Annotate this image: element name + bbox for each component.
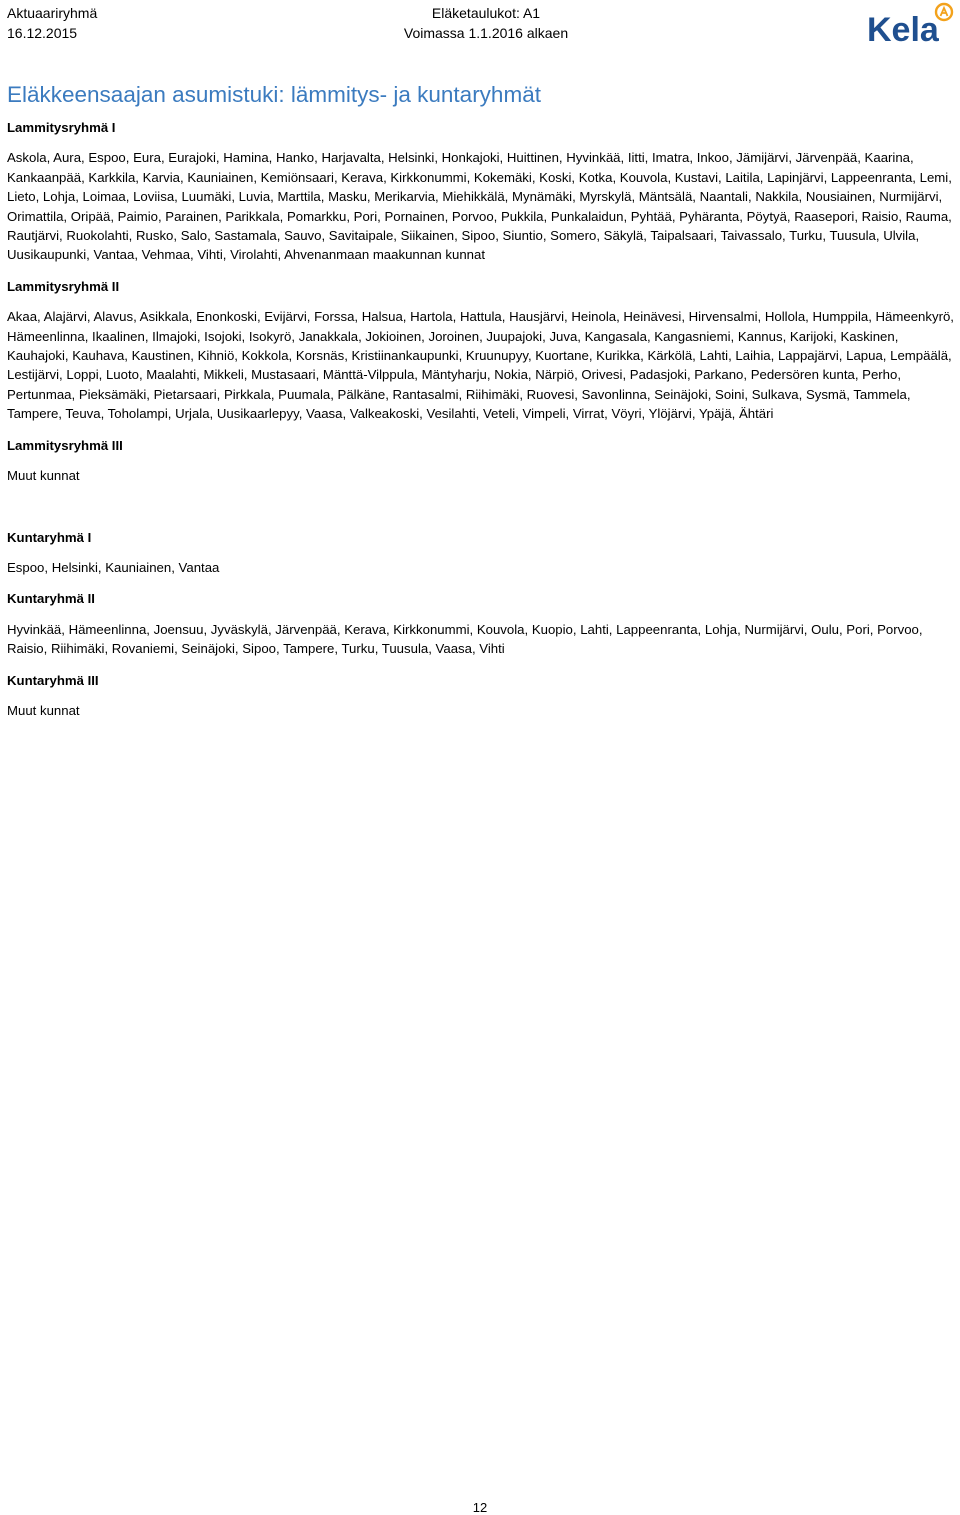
- municipality-group-2-list: Hyvinkää, Hämeenlinna, Joensuu, Jyväskylä, Järvenpää, Kerava, Kirkkonummi, Kouvola, Kuopio, Lahti, Lappeenranta, Lohja, Nurmijärvi, Oulu, Pori, Porvoo, Raisio, Riihimäki, Rovaniemi, Seinäjoki, Sipoo, Tampere, Turku, Tuusula, Vaasa, Vihti: [7, 621, 923, 657]
- header-center: [396, 3, 576, 43]
- municipality-group-2-heading: Kuntaryhmä II: [7, 591, 95, 607]
- heating-group-2-list: Akaa, Alajärvi, Alavus, Asikkala, Enonkoski, Evijärvi, Forssa, Halsua, Hartola, Hattula, Hausjärvi, Heinola, Heinävesi, Hirvensalmi, Hollola, Humppila, Hämeenkyrö, Hämeenlinna, Ikaalinen, Ilmajoki, Isojoki, Isokyrö, Janakkala, Jokioinen, Joroinen, Juupajoki, Juva, Kangasala, Kangasniemi, Kannus, Karijoki, Kaskinen, Kauhajoki, Kauhava, Kaustinen, Kihniö, Kokkola, Korsnäs, Kristiinankaupunki, Kruunupyy, Kuortane, Kurikka, Kärkölä, Lahti, Laihia, Lappajärvi, Lapua, Lempäälä, Lestijärvi, Loppi, Luoto, Maalahti, Mikkeli, Mustasaari, Mänttä-Vilppula, Mäntyharju, Nokia, Närpiö, Orivesi, Padasjoki, Parkano, Pedersören kunta, Perho, Pertunmaa, Pieksämäki, Pietarsaari, Pirkkala, Puumala, Pälkäne, Rantasalmi, Riihimäki, Ruovesi, Savonlinna, Seinäjoki, Soini, Sulkava, Sysmä, Tammela, Tampere, Teuva, Toholampi, Urjala, Uusikaarlepyy, Vaasa, Valkeakoski, Vesilahti, Veteli, Vimpeli, Virrat, Vöyri, Ylöjärvi, Ypäjä, Ähtäri: [7, 309, 954, 422]
- heating-group-1-list: Askola, Aura, Espoo, Eura, Eurajoki, Hamina, Hanko, Harjavalta, Helsinki, Honkajoki, Huittinen, Hyvinkää, Iitti, Imatra, Inkoo, Jämijärvi, Järvenpää, Kaarina, Kankaanpää, Karkkila, Karvia, Kauniainen, Kemiönsaari, Kerava, Kirkkonummi, Kokemäki, Koski, Kotka, Kouvola, Kustavi, Laitila, Lapinjärvi, Lappeenranta, Lemi, Lieto, Lohja, Loimaa, Loviisa, Luumäki, Luvia, Marttila, Masku, Merikarvia, Miehikkälä, Mynämäki, Myrskylä, Mäntsälä, Naantali, Nakkila, Nousiainen, Nurmijärvi, Orimattila, Oripää, Paimio, Parainen, Parikkala, Pomarkku, Pori, Pornainen, Porvoo, Pukkila, Punkalaidun, Pyhtää, Pyhäranta, Pöytyä, Raasepori, Raisio, Rauma, Rautjärvi, Ruokolahti, Rusko, Salo, Sastamala, Sauvo, Savitaipale, Siikainen, Sipoo, Siuntio, Somero, Säkylä, Taipalsaari, Taivassalo, Turku, Tuusula, Ulvila, Uusikaupunki, Vantaa, Vehmaa, Vihti, Virolahti, Ahvenanmaan maakunnan kunnat: [7, 150, 952, 263]
- page-number: 12: [472, 1500, 488, 1515]
- heating-group-2-heading: Lammitysryhmä II: [7, 278, 120, 294]
- document-body: [7, 118, 955, 720]
- document-date: 16.12.2015: [7, 25, 78, 41]
- validity-date: Voimassa 1.1.2016 alkaen: [403, 25, 569, 41]
- kela-logo: [866, 2, 954, 44]
- heating-group-3-text: Muut kunnat: [7, 468, 80, 484]
- municipality-group-1-list: Espoo, Helsinki, Kauniainen, Vantaa: [7, 559, 220, 575]
- municipality-group-3-heading: Kuntaryhmä III: [7, 672, 99, 688]
- heating-group-1-heading: Lammitysryhmä I: [7, 120, 116, 135]
- document-name: Eläketaulukot: A1: [431, 5, 541, 21]
- heating-group-3-heading: Lammitysryhmä III: [7, 437, 123, 453]
- logo-wordmark: Kela: [867, 11, 939, 44]
- department-label: Aktuaariryhmä: [7, 5, 98, 21]
- municipality-group-3-text: Muut kunnat: [7, 702, 80, 718]
- page-title: Eläkkeensaajan asumistuki: lämmitys- ja kuntaryhmät: [7, 82, 541, 107]
- municipality-group-1-heading: Kuntaryhmä I: [7, 529, 92, 545]
- header-left: [7, 3, 97, 43]
